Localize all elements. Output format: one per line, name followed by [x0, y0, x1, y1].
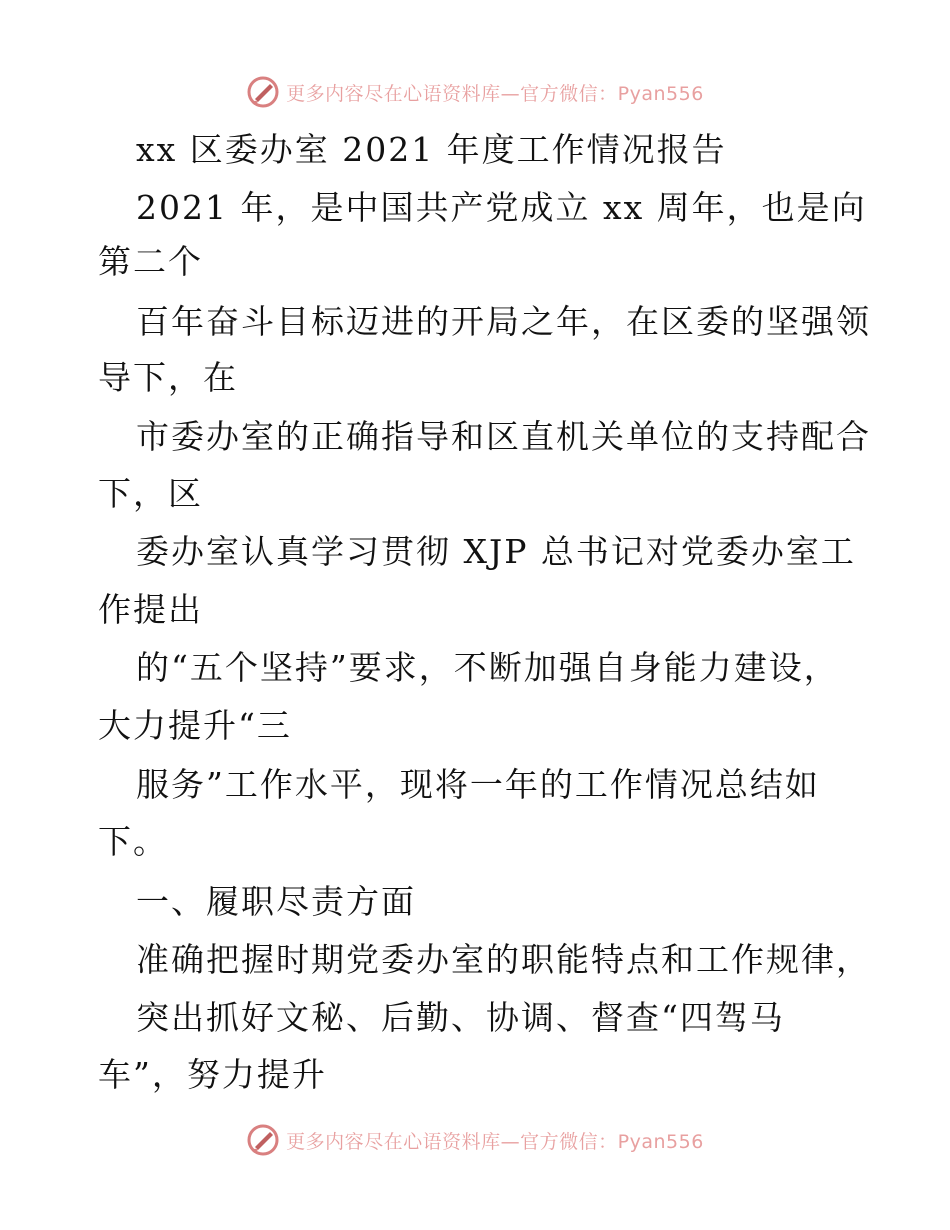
brush-logo-icon	[246, 1123, 280, 1157]
paragraph-line: 车”，努力提升	[98, 1055, 327, 1094]
paragraph-line: 百年奋斗目标迈进的开局之年，在区委的坚强领	[136, 302, 871, 341]
paragraph-line: 的“五个坚持”要求，不断加强自身能力建设，	[136, 648, 839, 687]
paragraph-line: 第二个	[98, 242, 203, 281]
paragraph-line: 下，区	[98, 474, 203, 513]
paragraph-line: 导下，在	[98, 358, 238, 397]
paragraph-line: 准确把握时期党委办室的职能特点和工作规律，	[136, 940, 871, 979]
paragraph-line: 服务”工作水平，现将一年的工作情况总结如	[136, 765, 820, 804]
document-title: xx 区委办室 2021 年度工作情况报告	[136, 130, 727, 169]
watermark-footer	[0, 1120, 950, 1160]
paragraph-line: 下。	[98, 822, 168, 861]
paragraph-line: 委办室认真学习贯彻 XJP 总书记对党委办室工	[136, 532, 856, 571]
section-heading: 一、履职尽责方面	[136, 882, 416, 921]
paragraph-line: 市委办室的正确指导和区直机关单位的支持配合	[136, 417, 871, 456]
paragraph-line: 2021 年，是中国共产党成立 xx 周年，也是向	[136, 188, 867, 227]
paragraph-line: 大力提升“三	[98, 706, 292, 745]
paragraph-line: 作提出	[98, 590, 203, 629]
watermark-text: 更多内容尽在心语资料库—官方微信：Pyan556	[286, 1130, 704, 1153]
watermark-header	[0, 72, 950, 112]
brush-logo-icon	[246, 75, 280, 109]
paragraph-line: 突出抓好文秘、后勤、协调、督查“四驾马	[136, 998, 785, 1037]
watermark-text: 更多内容尽在心语资料库—官方微信：Pyan556	[286, 82, 704, 105]
